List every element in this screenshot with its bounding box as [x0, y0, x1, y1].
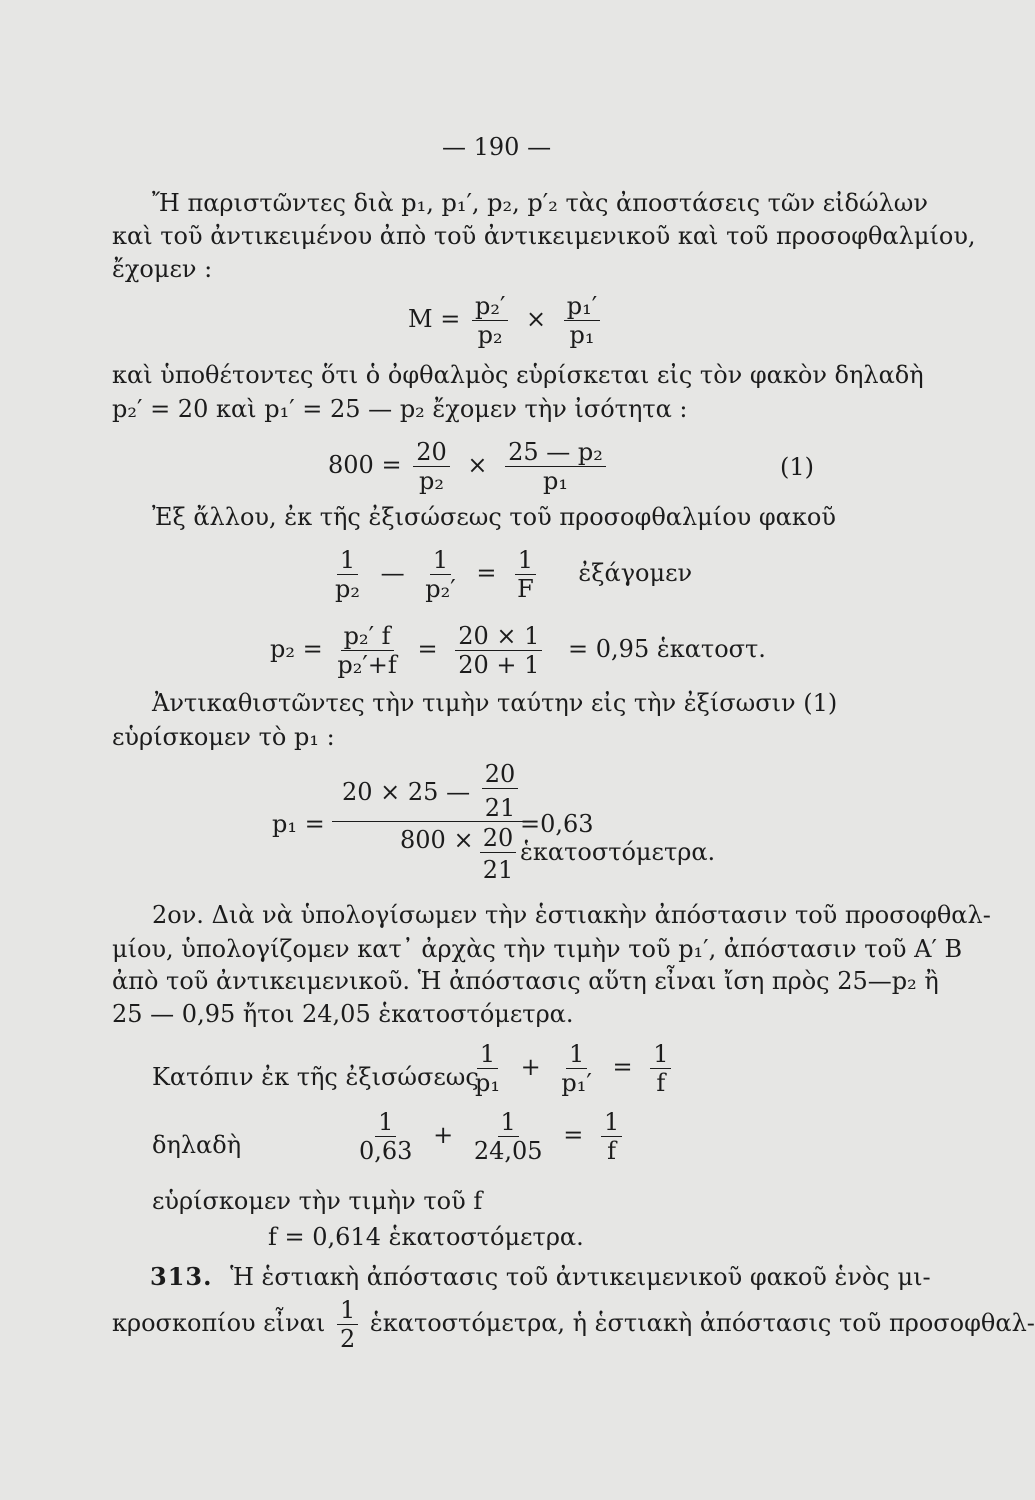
section-number: 313. — [150, 1262, 213, 1291]
fraction — [514, 546, 537, 603]
inner-numerator: 20 — [482, 760, 518, 789]
paragraph-line: καὶ τοῦ ἀντικειμένου ἀπὸ τοῦ ἀντικειμενικοῦ καὶ τοῦ προσοφθαλμίου, — [112, 222, 976, 250]
fraction — [601, 1108, 622, 1165]
paragraph-text: Ἡ ἑστιακὴ ἀπόστασις τοῦ ἀντικειμενικοῦ φακοῦ ἑνὸς μι- — [230, 1263, 931, 1291]
paragraph-line: 25 — 0,95 ἤτοι 24,05 ἑκατοστόμετρα. — [112, 1000, 574, 1028]
eq-lhs: 800 = — [328, 451, 402, 479]
denominator: p₂ — [418, 467, 444, 495]
denominator: p₂′ — [425, 575, 456, 603]
operator: = — [563, 1121, 584, 1149]
equation-result: = 0,95 ἑκατοστ. — [568, 635, 766, 663]
denominator: p₁ — [569, 321, 595, 349]
numerator: p₁′ — [564, 292, 600, 321]
fraction — [413, 438, 450, 495]
paragraph-line: p₂′ = 20 καὶ p₁′ = 25 — p₂ ἔχομεν τὴν ἰσότητα : — [112, 395, 688, 423]
fraction — [564, 292, 600, 349]
numerator: 1 — [650, 1040, 671, 1069]
paragraph-line — [112, 1296, 1035, 1353]
denominator: p₂′+f — [337, 651, 397, 679]
numerator: 1 — [337, 546, 358, 575]
numerator: p₂′ — [472, 292, 508, 321]
denominator: f — [607, 1137, 617, 1165]
result-line: f = 0,614 ἑκατοστόμετρα. — [268, 1223, 584, 1251]
inner-denominator: 21 — [482, 856, 514, 884]
denominator: 0,63 — [359, 1137, 413, 1165]
inner-denominator: 21 — [484, 794, 516, 822]
paragraph-text: κροσκοπίου εἶναι — [112, 1309, 326, 1337]
equation-thin-lens — [468, 1040, 675, 1097]
numerator: 1 — [601, 1108, 622, 1137]
denominator: f — [656, 1069, 666, 1097]
numerator-text: 20 × 25 — — [342, 778, 471, 806]
fraction — [455, 622, 542, 679]
denominator: 20 + 1 — [458, 651, 540, 679]
paragraph-line: ἀπὸ τοῦ ἀντικειμενικοῦ. Ἡ ἀπόστασις αὕτη εἶναι ἴση πρὸς 25—p₂ ἢ — [112, 967, 939, 995]
paragraph-line: ἔχομεν : — [112, 255, 213, 283]
operator: × — [467, 451, 488, 479]
numerator: 1 — [566, 1040, 587, 1069]
fraction — [558, 1040, 594, 1097]
denominator: p₁ — [475, 1069, 500, 1097]
operator: = — [417, 635, 438, 663]
numerator: 1 — [498, 1108, 519, 1137]
denominator: p₂ — [335, 575, 360, 603]
equation-p1 — [272, 758, 772, 888]
fraction — [472, 292, 508, 349]
denominator: p₂ — [477, 321, 503, 349]
denominator-text: 800 × — [400, 826, 474, 854]
fraction — [505, 438, 606, 495]
denominator: p₁ — [543, 467, 568, 495]
paragraph-line: Ἀντικαθιστῶντες τὴν τιμὴν ταύτην εἰς τὴν ἐξίσωσιν (1) — [152, 689, 838, 717]
paragraph-line: Ἤ παριστῶντες διὰ p₁, p₁′, p₂, p′₂ τὰς ἀποστάσεις τῶν εἰδώλων — [152, 189, 928, 217]
fraction — [422, 546, 458, 603]
page-number: — 190 — — [442, 133, 552, 161]
paragraph-line: εὑρίσκομεν τὸ p₁ : — [112, 723, 335, 751]
numerator: 20 — [413, 438, 450, 467]
operator: = — [612, 1053, 633, 1081]
equation-text: ἐξάγομεν — [578, 559, 693, 587]
numerator: 1 — [477, 1040, 498, 1069]
equation-label: (1) — [780, 453, 814, 481]
fraction — [471, 1108, 546, 1165]
denominator: 2 — [339, 1325, 356, 1353]
fraction — [332, 546, 363, 603]
numerator: 1 — [515, 546, 536, 575]
equation-lens — [328, 546, 692, 603]
paragraph-line: εὑρίσκομεν τὴν τιμὴν τοῦ f — [152, 1187, 483, 1215]
operator: + — [520, 1053, 541, 1081]
equation-magnification — [408, 292, 604, 349]
equation-p2 — [270, 622, 766, 679]
eq-lhs: p₂ = — [270, 635, 323, 663]
fraction — [334, 622, 399, 679]
fraction — [356, 1108, 415, 1165]
equation-intro: δηλαδὴ — [152, 1131, 242, 1159]
numerator: 1 — [337, 1296, 358, 1325]
inner-numerator: 20 — [480, 824, 516, 853]
paragraph-line: 2ον. Διὰ νὰ ὑπολογίσωμεν τὴν ἑστιακὴν ἀπόστασιν τοῦ προσοφθαλ- — [152, 901, 991, 929]
eq-lhs: M = — [408, 305, 461, 333]
numerator: 25 — p₂ — [505, 438, 606, 467]
denominator: p₁′ — [561, 1069, 592, 1097]
paragraph-text: ἑκατοστόμετρα, ἡ ἑστιακὴ ἀπόστασις τοῦ προσοφθαλ- — [369, 1309, 1035, 1337]
numerator: 1 — [430, 546, 451, 575]
fraction — [650, 1040, 671, 1097]
operator: + — [433, 1121, 454, 1149]
numerator: p₂′ f — [341, 622, 394, 651]
equation-numeric — [352, 1108, 626, 1165]
numerator: 1 — [375, 1108, 396, 1137]
eq-lhs: p₁ = — [272, 810, 325, 838]
denominator: 24,05 — [473, 1137, 543, 1165]
operator: — — [380, 559, 405, 587]
paragraph-line: μίου, ὑπολογίζομεν κατ᾽ ἀρχὰς τὴν τιμὴν τοῦ p₁′, ἀπόστασιν τοῦ Α′ Β — [112, 935, 963, 963]
operator: × — [526, 305, 547, 333]
numerator: 20 × 1 — [455, 622, 542, 651]
section-paragraph — [150, 1262, 931, 1292]
fraction — [472, 1040, 503, 1097]
operator: = — [476, 559, 497, 587]
equation-1 — [328, 438, 610, 495]
main-fraction-bar — [332, 821, 532, 822]
paragraph-line: καὶ ὑποθέτοντες ὅτι ὁ ὀφθαλμὸς εὑρίσκεται εἰς τὸν φακὸν δηλαδὴ — [112, 361, 924, 389]
fraction-half — [337, 1296, 358, 1353]
paragraph-line: Ἐξ ἄλλου, ἐκ τῆς ἐξισώσεως τοῦ προσοφθαλμίου φακοῦ — [152, 503, 836, 531]
equation-result: =0,63 ἑκατοστόμετρα. — [520, 810, 716, 866]
equation-intro: Κατόπιν ἐκ τῆς ἐξισώσεως — [152, 1063, 479, 1091]
denominator: F — [517, 575, 534, 603]
